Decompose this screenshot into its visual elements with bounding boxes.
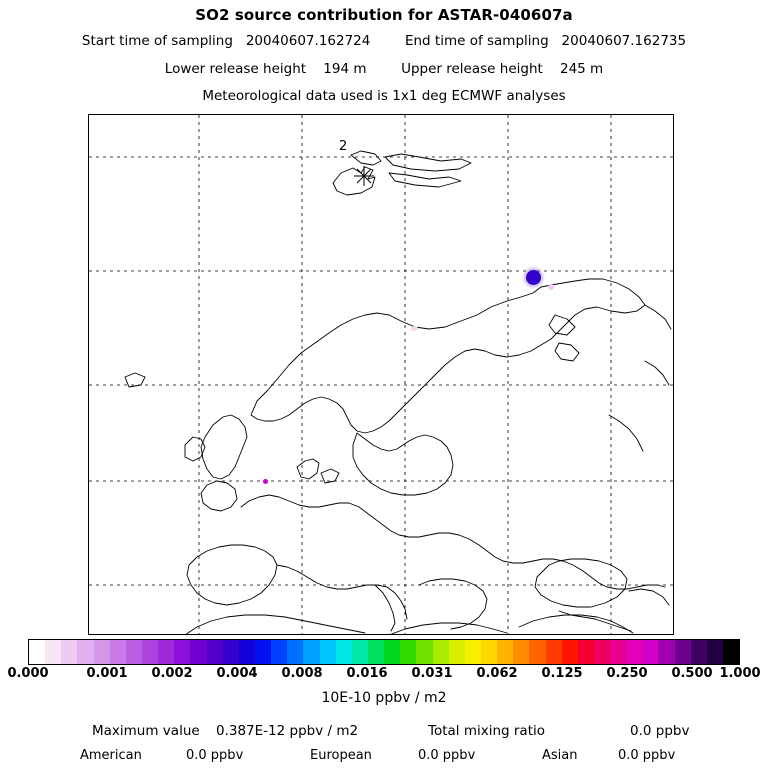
colorbar-swatch-36 bbox=[610, 640, 626, 664]
colorbar-swatch-3 bbox=[77, 640, 93, 664]
sampling-time-line bbox=[0, 33, 768, 49]
faint-concentration-marker-3 bbox=[263, 479, 268, 484]
colorbar-swatch-21 bbox=[368, 640, 384, 664]
colorbar-swatch-27 bbox=[465, 640, 481, 664]
colorbar-tick-4: 0.008 bbox=[281, 666, 323, 681]
european-label: European bbox=[310, 748, 372, 763]
colorbar-swatch-6 bbox=[126, 640, 142, 664]
colorbar-swatch-23 bbox=[400, 640, 416, 664]
colorbar-tick-9: 0.250 bbox=[606, 666, 648, 681]
colorbar-tick-11: 1.000 bbox=[719, 666, 761, 681]
colorbar-swatch-28 bbox=[481, 640, 497, 664]
colorbar-swatch-33 bbox=[562, 640, 578, 664]
colorbar-tick-2: 0.002 bbox=[151, 666, 193, 681]
colorbar-swatch-29 bbox=[497, 640, 513, 664]
colorbar-swatch-26 bbox=[449, 640, 465, 664]
colorbar-swatch-38 bbox=[642, 640, 658, 664]
colorbar-swatch-5 bbox=[110, 640, 126, 664]
colorbar-swatch-25 bbox=[433, 640, 449, 664]
colorbar-tick-1: 0.001 bbox=[86, 666, 128, 681]
colorbar-swatch-12 bbox=[223, 640, 239, 664]
max-value-label: Maximum value bbox=[92, 723, 200, 739]
map-panel bbox=[88, 114, 674, 635]
source-concentration-marker bbox=[526, 270, 541, 285]
colorbar-swatch-30 bbox=[513, 640, 529, 664]
colorbar-swatch-18 bbox=[320, 640, 336, 664]
lower-height-label: Lower release height bbox=[164, 61, 307, 77]
colorbar-tick-0: 0.000 bbox=[7, 666, 49, 681]
colorbar-tick-3: 0.004 bbox=[216, 666, 258, 681]
european-value: 0.0 ppbv bbox=[418, 748, 476, 763]
colorbar-swatch-40 bbox=[675, 640, 691, 664]
colorbar-swatch-43 bbox=[723, 640, 739, 664]
total-ratio-label: Total mixing ratio bbox=[428, 723, 546, 739]
colorbar-swatch-1 bbox=[45, 640, 61, 664]
upper-height-value: 245 m bbox=[559, 61, 604, 77]
colorbar-swatch-16 bbox=[287, 640, 303, 664]
colorbar-swatch-42 bbox=[707, 640, 723, 664]
american-value: 0.0 ppbv bbox=[186, 748, 244, 763]
asian-value: 0.0 ppbv bbox=[618, 748, 676, 763]
end-time-label: End time of sampling bbox=[404, 33, 549, 49]
colorbar-swatch-17 bbox=[303, 640, 319, 664]
release-height-line bbox=[0, 61, 768, 77]
faint-concentration-marker-1 bbox=[548, 284, 554, 290]
colorbar-swatch-10 bbox=[190, 640, 206, 664]
colorbar-tick-7: 0.062 bbox=[476, 666, 518, 681]
page-title: SO2 source contribution for ASTAR-040607a bbox=[195, 6, 573, 24]
colorbar-swatch-24 bbox=[416, 640, 432, 664]
colorbar-swatch-15 bbox=[271, 640, 287, 664]
end-time-value: 20040607.162735 bbox=[561, 33, 687, 49]
colorbar-swatch-4 bbox=[94, 640, 110, 664]
colorbar-swatch-22 bbox=[384, 640, 400, 664]
release-point-marker bbox=[354, 166, 374, 186]
colorbar-swatch-34 bbox=[578, 640, 594, 664]
colorbar-swatch-39 bbox=[658, 640, 674, 664]
colorbar-swatch-19 bbox=[336, 640, 352, 664]
colorbar-swatch-32 bbox=[546, 640, 562, 664]
american-label: American bbox=[80, 748, 142, 763]
upper-height-label: Upper release height bbox=[401, 61, 543, 77]
colorbar-swatch-20 bbox=[352, 640, 368, 664]
faint-concentration-marker-2 bbox=[411, 326, 418, 331]
colorbar-swatch-41 bbox=[691, 640, 707, 664]
colorbar-swatch-35 bbox=[594, 640, 610, 664]
colorbar-swatch-11 bbox=[207, 640, 223, 664]
colorbar-swatch-8 bbox=[158, 640, 174, 664]
colorbar-tick-6: 0.031 bbox=[411, 666, 453, 681]
colorbar-swatch-2 bbox=[61, 640, 77, 664]
release-point-label: 2 bbox=[339, 139, 348, 154]
start-time-value: 20040607.162724 bbox=[245, 33, 371, 49]
colorbar-swatch-37 bbox=[626, 640, 642, 664]
meteorological-data-line: Meteorological data used is 1x1 deg ECMWF analyses bbox=[202, 88, 566, 104]
coastlines bbox=[125, 151, 671, 634]
colorbar-tick-labels bbox=[0, 666, 768, 684]
colorbar-tick-5: 0.016 bbox=[346, 666, 388, 681]
max-value: 0.387E-12 ppbv / m2 bbox=[216, 723, 359, 739]
colorbar-swatch-14 bbox=[255, 640, 271, 664]
colorbar-unit-label: 10E-10 ppbv / m2 bbox=[321, 690, 447, 706]
colorbar-swatch-7 bbox=[142, 640, 158, 664]
colorbar-swatch-9 bbox=[174, 640, 190, 664]
total-ratio-value: 0.0 ppbv bbox=[630, 723, 690, 739]
colorbar bbox=[28, 639, 740, 665]
colorbar-swatch-13 bbox=[239, 640, 255, 664]
map-canvas bbox=[89, 115, 673, 634]
colorbar-tick-10: 0.500 bbox=[671, 666, 713, 681]
asian-label: Asian bbox=[542, 748, 578, 763]
map-graticule bbox=[89, 115, 673, 634]
colorbar-swatch-31 bbox=[529, 640, 545, 664]
colorbar-tick-8: 0.125 bbox=[541, 666, 583, 681]
colorbar-swatch-0 bbox=[29, 640, 45, 664]
start-time-label: Start time of sampling bbox=[81, 33, 233, 49]
lower-height-value: 194 m bbox=[323, 61, 367, 77]
